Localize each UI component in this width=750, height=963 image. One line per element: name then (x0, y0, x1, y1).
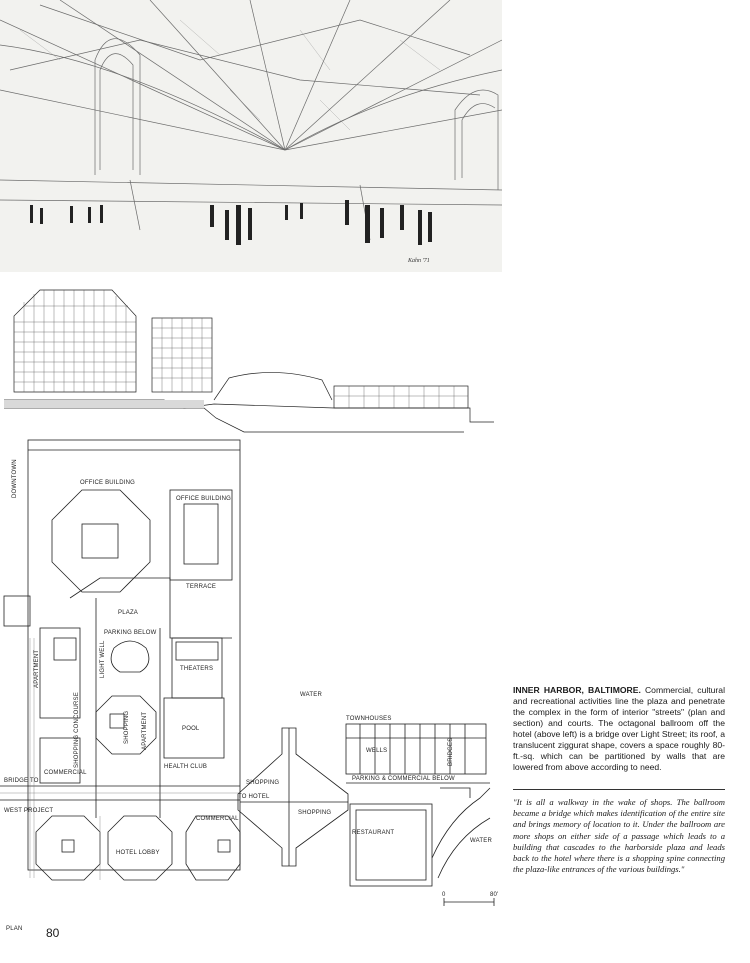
label-downtown: DOWNTOWN (12, 459, 18, 498)
label-scale-zero: 0 (442, 892, 446, 898)
label-scale-eighty: 80' (490, 892, 499, 898)
label-parking-below: PARKING BELOW (104, 630, 157, 636)
label-shopping-upper: SHOPPING (246, 780, 280, 786)
label-parking-commercial-below: PARKING & COMMERCIAL BELOW (352, 776, 455, 782)
label-restaurant: RESTAURANT (352, 830, 395, 836)
ballroom-sketch (0, 0, 502, 272)
label-terrace: TERRACE (186, 584, 217, 590)
quote: "It is all a walkway in the wake of shops. The ballroom became a bridge which makes identification of the entire site and brings memory of location to it. Under the ballroom are more shops on either side of a passage which leads to a building that cascades to the harborside plaza and leads back to the hotel where there is a shopping spine connecting the plaza-like entrances of the various buildings." (513, 797, 725, 875)
label-apartment-left: APARTMENT (34, 649, 40, 688)
label-wells: WELLS (366, 748, 388, 754)
label-health-club: HEALTH CLUB (164, 764, 208, 770)
floor-plan (0, 438, 505, 938)
label-commercial-left: COMMERCIAL (44, 770, 87, 776)
label-apartment-center: APARTMENT (142, 711, 148, 750)
label-water-right: WATER (470, 838, 492, 844)
caption (513, 685, 725, 773)
label-pool: POOL (182, 726, 200, 732)
label-commercial-right: COMMERCIAL (196, 816, 239, 822)
caption-heading: INNER HARBOR, BALTIMORE. (513, 685, 641, 695)
label-shopping-center: SHOPPING (124, 710, 130, 744)
label-bridges: BRIDGES (448, 737, 454, 766)
caption-divider (513, 789, 725, 790)
label-hotel-lobby: HOTEL LOBBY (116, 850, 160, 856)
label-to-hotel: TO HOTEL (238, 794, 270, 800)
label-office-building-left: OFFICE BUILDING (80, 480, 136, 486)
label-water-top: WATER (300, 692, 322, 698)
label-west-project: WEST PROJECT (4, 808, 54, 814)
caption-body: Commercial, cultural and recreational activities line the plaza and penetrate the complex in the form of interior "streets" (plan and section) and courts. The octagonal ballroom off the hotel (above left) is a bridge over Light Street; its roof, a translucent ziggurat shape, covers a space roughly 80-ft.-sq. which can be partitioned by walls that are lowered from above according to need. (513, 685, 725, 772)
label-townhouses: TOWNHOUSES (346, 716, 392, 722)
label-theaters: THEATERS (180, 666, 214, 672)
page-number: 80 (46, 926, 60, 940)
label-shopping-concourse: SHOPPING CONCOURSE (74, 692, 80, 768)
label-bridge-to: BRIDGE TO (4, 778, 39, 784)
sketch-signature: Kahn '71 (408, 258, 430, 264)
label-plaza: PLAZA (118, 610, 139, 616)
section-drawing (4, 282, 500, 440)
label-office-building-right: OFFICE BUILDING (176, 496, 232, 502)
label-shopping-lower: SHOPPING (298, 810, 332, 816)
label-light-well: LIGHT WELL (100, 640, 106, 678)
label-plan: PLAN (6, 926, 23, 932)
